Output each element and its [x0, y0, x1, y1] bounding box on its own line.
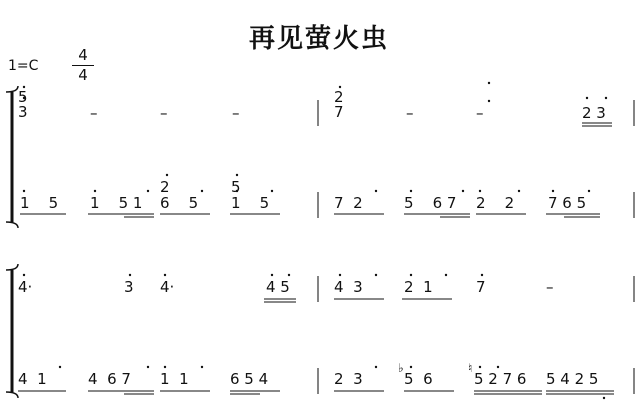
song-title: 再见萤火虫	[248, 24, 389, 54]
system1-upper-chord: 5 3	[18, 88, 28, 121]
key-signature: 1=C	[8, 58, 39, 74]
meter-top: 4	[78, 46, 88, 64]
meter-bottom: 4	[78, 66, 88, 84]
